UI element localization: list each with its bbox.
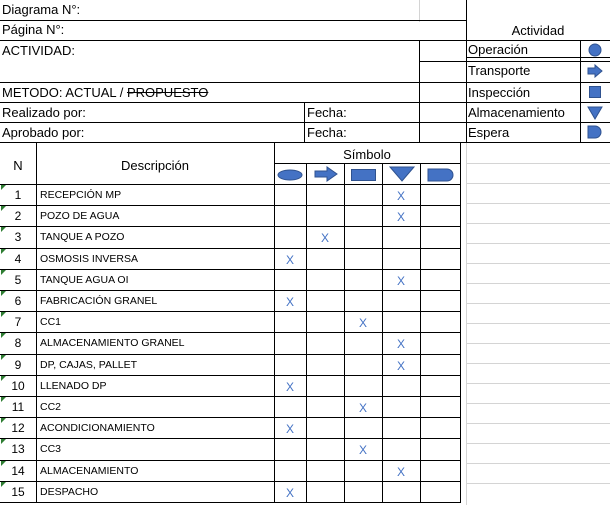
row-divider — [0, 375, 461, 376]
border-line — [304, 102, 305, 142]
row-divider — [0, 417, 461, 418]
grid-line — [466, 283, 610, 284]
row-number: 11 — [11, 400, 25, 414]
border-line — [0, 184, 461, 185]
row-symbol-mark: X — [285, 253, 294, 267]
row-description: CC1 — [40, 316, 62, 328]
row-number: 2 — [14, 209, 22, 223]
border-line — [580, 40, 581, 142]
row-description: CC3 — [40, 443, 62, 455]
grid-line — [466, 343, 610, 344]
row-divider — [0, 311, 461, 312]
row-divider — [0, 396, 461, 397]
approved-by-label: Aprobado por: — [2, 125, 85, 140]
row-divider — [0, 438, 461, 439]
border-line — [0, 122, 610, 123]
legend-item-inspection: Inspección — [468, 85, 531, 100]
grid-line — [466, 303, 610, 304]
border-line — [419, 40, 420, 142]
row-symbol-mark: X — [396, 359, 405, 373]
row-symbol-mark: X — [396, 274, 405, 288]
diagram-number-label: Diagrama N°: — [2, 2, 81, 17]
method-proposed-struck: PROPUESTO — [126, 85, 209, 100]
column-header-description: Descripción — [121, 158, 189, 173]
transport-arrow-icon — [587, 64, 603, 78]
grid-line — [466, 423, 610, 424]
row-description: LLENADO DP — [40, 380, 107, 392]
row-description: ALMACENAMIENTO GRANEL — [40, 337, 185, 349]
border-line — [274, 142, 275, 503]
row-description: RECEPCIÓN MP — [40, 189, 122, 201]
storage-triangle-icon — [587, 106, 603, 120]
row-symbol-mark: X — [358, 316, 367, 330]
row-symbol-mark: X — [358, 401, 367, 415]
row-divider — [0, 332, 461, 333]
row-divider — [0, 481, 461, 482]
legend-title: Actividad — [511, 23, 565, 38]
row-divider — [0, 354, 461, 355]
row-divider — [0, 290, 461, 291]
row-symbol-mark: X — [320, 231, 329, 245]
row-number: 15 — [11, 485, 25, 499]
row-symbol-mark: X — [285, 422, 294, 436]
method-label — [2, 85, 208, 101]
made-by-label: Realizado por: — [2, 105, 86, 120]
inspection-square-icon — [350, 168, 378, 182]
row-description: POZO DE AGUA — [40, 210, 120, 222]
method-prefix: METODO: ACTUAL / — [2, 85, 127, 100]
row-symbol-mark: X — [285, 380, 294, 394]
row-number: 1 — [14, 188, 22, 202]
row-number: 13 — [11, 442, 25, 456]
row-number: 7 — [14, 315, 22, 329]
row-number: 10 — [11, 379, 25, 393]
legend-item-storage: Almacenamiento — [468, 105, 565, 120]
grid-line — [466, 383, 610, 384]
border-line — [36, 142, 37, 503]
row-description: DP, CAJAS, PALLET — [40, 359, 138, 371]
border-line — [0, 502, 461, 503]
border-line — [0, 20, 466, 21]
border-line — [274, 163, 460, 164]
row-symbol-mark: X — [396, 189, 405, 203]
border-line — [466, 61, 610, 62]
grid-line — [466, 323, 610, 324]
grid-line — [466, 203, 610, 204]
delay-d-icon — [587, 125, 603, 139]
grid-line — [466, 403, 610, 404]
grid-line — [466, 443, 610, 444]
row-description: FABRICACIÓN GRANEL — [40, 295, 158, 307]
grid-line — [466, 263, 610, 264]
date-label: Fecha: — [307, 125, 347, 140]
inspection-square-icon — [588, 85, 602, 99]
grid-line — [466, 163, 610, 164]
grid-line — [466, 223, 610, 224]
row-number: 4 — [14, 252, 22, 266]
border-line — [460, 142, 461, 503]
date-label: Fecha: — [307, 105, 347, 120]
row-number: 3 — [14, 230, 22, 244]
column-header-n: N — [13, 158, 23, 173]
row-divider — [0, 226, 461, 227]
transport-arrow-icon — [314, 166, 338, 182]
row-divider — [0, 205, 461, 206]
grid-line — [419, 0, 420, 22]
row-description: ACONDICIONAMIENTO — [40, 422, 155, 434]
border-line — [466, 0, 467, 142]
column-header-symbol: Símbolo — [343, 147, 391, 162]
legend-item-operation: Operación — [468, 42, 528, 57]
row-description: TANQUE AGUA OI — [40, 274, 129, 286]
row-symbol-mark: X — [285, 295, 294, 309]
row-symbol-mark: X — [358, 443, 367, 457]
grid-line — [466, 463, 610, 464]
grid-line — [466, 363, 610, 364]
row-number: 8 — [14, 336, 22, 350]
row-symbol-mark: X — [396, 465, 405, 479]
row-number: 5 — [14, 273, 22, 287]
row-number: 6 — [14, 294, 22, 308]
row-symbol-mark: X — [396, 337, 405, 351]
row-number: 9 — [14, 358, 22, 372]
row-description: TANQUE A POZO — [40, 231, 125, 243]
row-description: DESPACHO — [40, 486, 99, 498]
legend-item-transport: Transporte — [468, 63, 531, 78]
border-line — [0, 102, 610, 103]
row-symbol-mark: X — [285, 486, 294, 500]
grid-line — [466, 183, 610, 184]
row-number: 14 — [11, 464, 25, 478]
activity-label: ACTIVIDAD: — [2, 43, 75, 58]
storage-triangle-icon — [389, 166, 415, 182]
row-divider — [0, 269, 461, 270]
legend-item-delay: Espera — [468, 125, 510, 140]
operation-oval-icon — [277, 168, 305, 182]
border-line — [0, 40, 610, 41]
border-line — [0, 142, 610, 143]
row-symbol-mark: X — [396, 210, 405, 224]
delay-d-icon — [427, 168, 455, 182]
operation-oval-icon — [588, 43, 602, 57]
page-number-label: Página N°: — [2, 22, 65, 37]
row-divider — [0, 248, 461, 249]
row-description: ALMACENAMIENTO — [40, 465, 139, 477]
row-divider — [0, 460, 461, 461]
row-number: 12 — [11, 421, 25, 435]
grid-line — [466, 243, 610, 244]
grid-line — [466, 483, 610, 484]
row-description: CC2 — [40, 401, 62, 413]
row-description: OSMOSIS INVERSA — [40, 253, 139, 265]
border-line — [0, 82, 610, 83]
